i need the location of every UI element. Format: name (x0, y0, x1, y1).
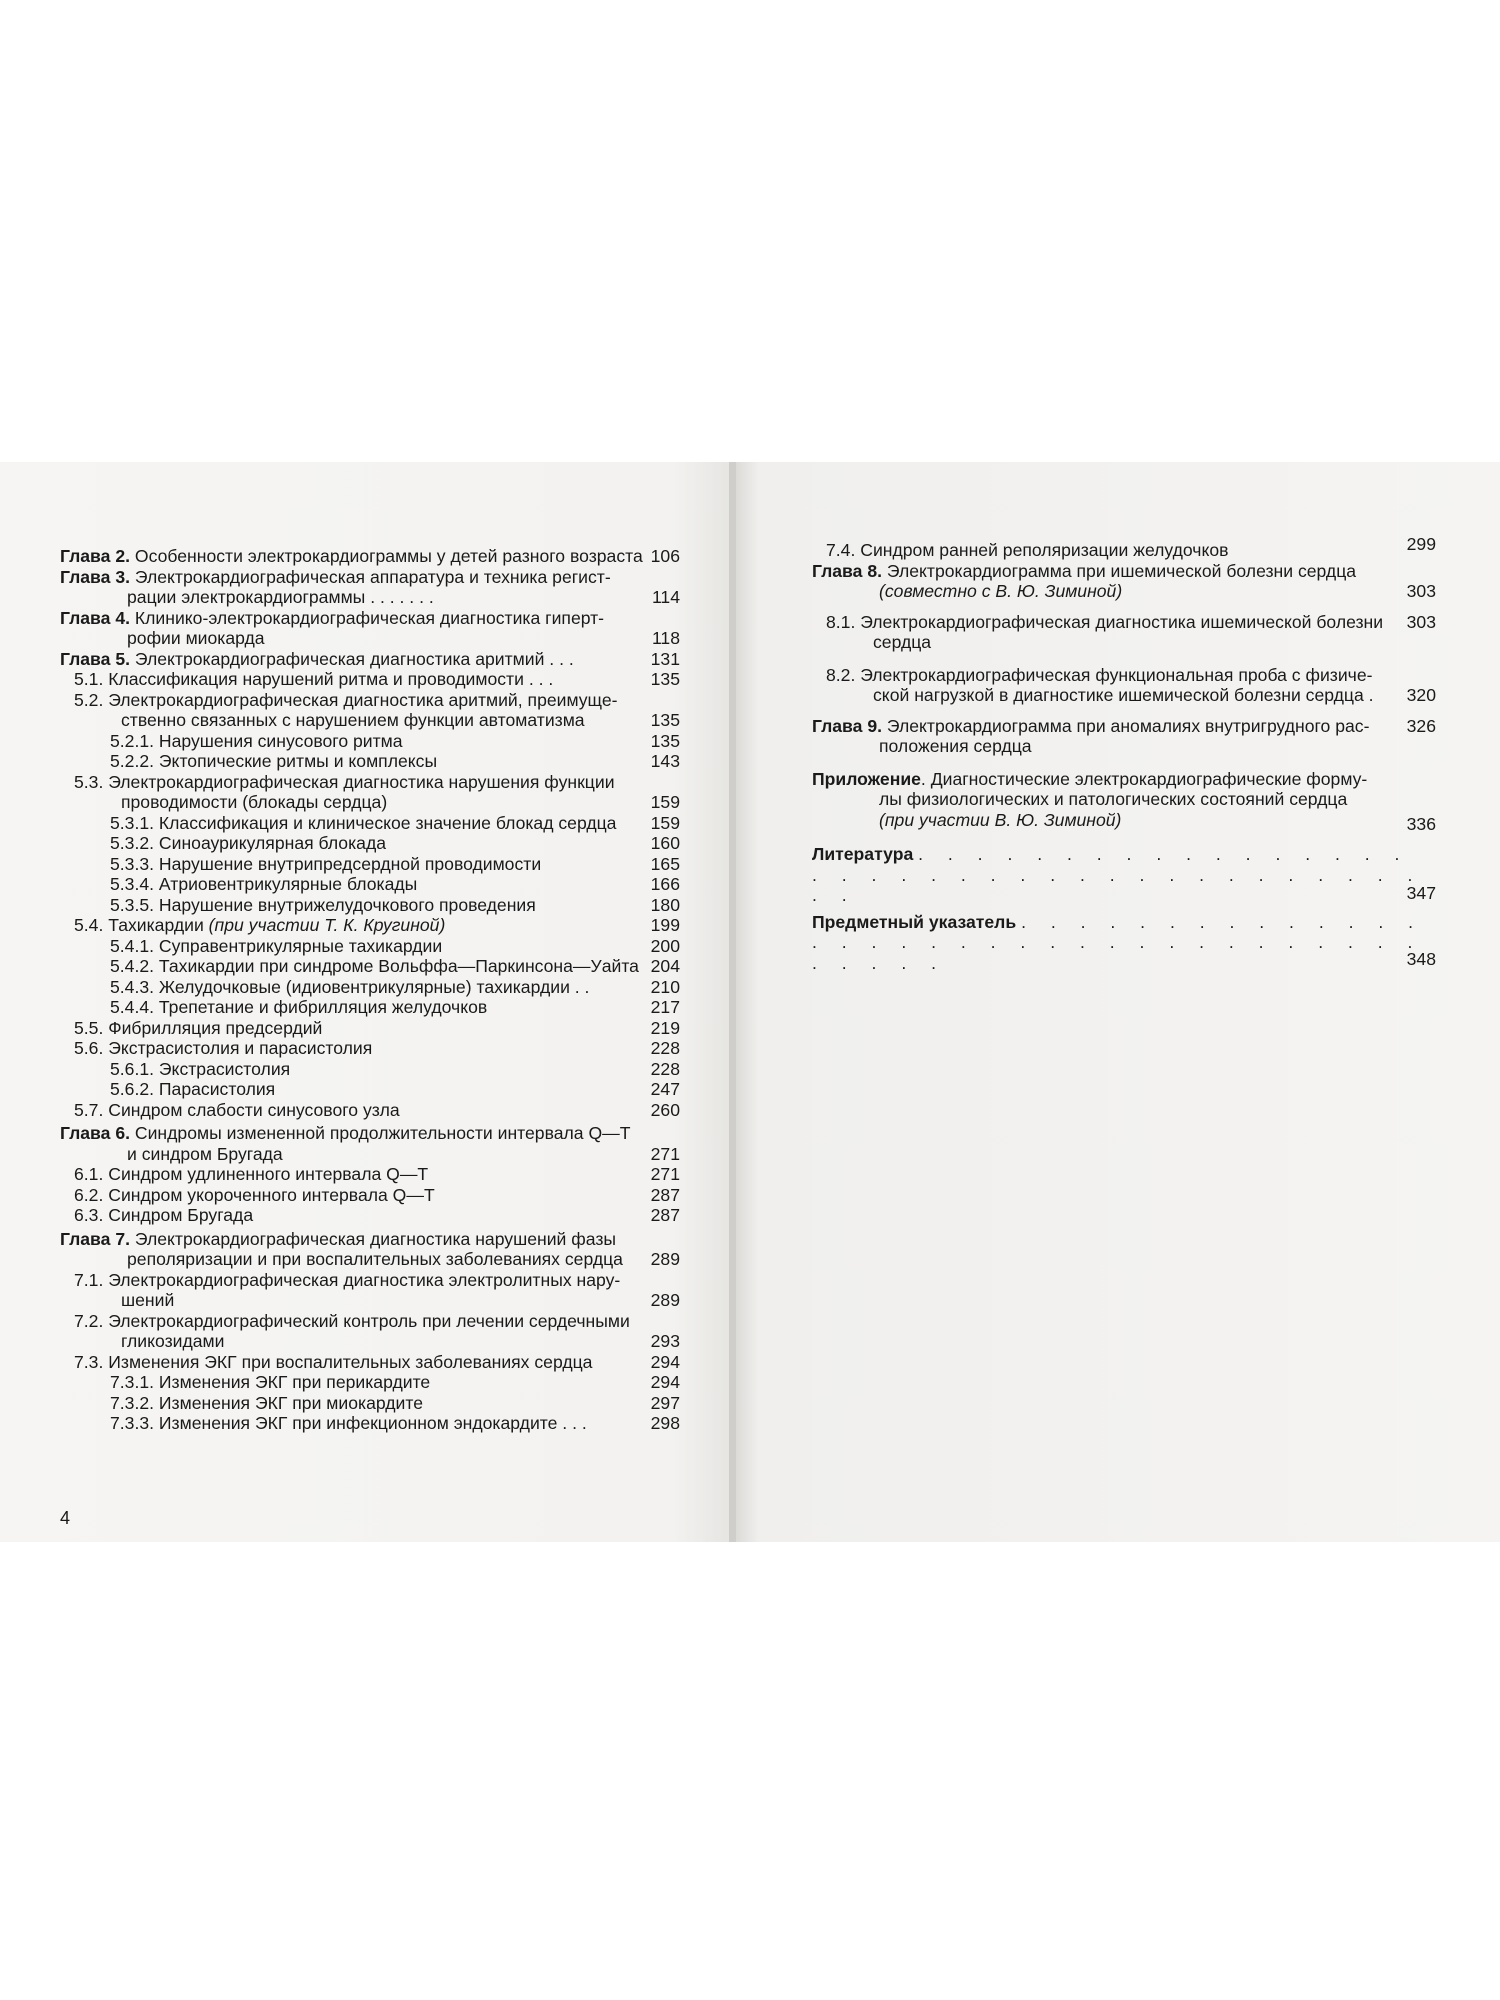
toc-entry-5-3-4 (60, 874, 680, 895)
toc-entry-5-6-2 (60, 1079, 680, 1100)
page-ref: 336 (1406, 813, 1436, 834)
page-ref: 159 (650, 812, 680, 833)
entry-title: 8.1. Электрокардиографическая диагностика ишемической болезни (826, 611, 1384, 632)
entry-title-cont: гликозидами (121, 1331, 225, 1351)
toc-entry-literature (812, 844, 1436, 906)
entry-credit: (при участии В. Ю. Зиминой) (879, 809, 1122, 830)
page-ref: 299 (1406, 534, 1436, 554)
toc-entry-chapter-4 (60, 608, 680, 649)
entry-title-cont: ственно связанных с нарушением функции автоматизма (121, 710, 585, 730)
entry-title: 7.3.2. Изменения ЭКГ при миокардите (110, 1392, 423, 1413)
toc-entry-5-3-1 (60, 813, 680, 834)
page-ref: 135 (650, 669, 680, 689)
page-ref: 131 (650, 648, 680, 669)
entry-title: 5.6.1. Экстрасистолия (110, 1058, 291, 1079)
toc-entry-index (812, 912, 1436, 974)
entry-title: 7.3.3. Изменения ЭКГ при инфекционном эндокардите . . . (110, 1413, 587, 1433)
entry-title: 5.4.3. Желудочковые (идиовентрикулярные) тахикардии . . (110, 976, 590, 997)
entry-title: 6.1. Синдром удлиненного интервала Q—T (74, 1164, 429, 1184)
toc-entry-5-4-4 (60, 997, 680, 1018)
page-ref: 271 (650, 1143, 680, 1164)
chapter-label: Глава 8. (812, 560, 882, 581)
toc-entry-5-2-1 (60, 731, 680, 752)
entry-title: 5.4. Тахикардии (74, 915, 204, 935)
page-ref: 247 (650, 1079, 680, 1099)
toc-entry-chapter-3 (60, 567, 680, 608)
toc-entry-5-6 (60, 1038, 680, 1059)
toc-entry-5-2-2 (60, 751, 680, 772)
toc-entry-8-2 (812, 665, 1436, 706)
page-ref: 294 (650, 1372, 680, 1392)
left-page (0, 462, 731, 1542)
leader-dots: . . . . . . . . . . . . . . . . . . . . . . . . . . . . . . . . . . . . . . . . (812, 844, 1423, 905)
toc-entry-5-3-5 (60, 895, 680, 916)
entry-title-cont: лы физиологических и патологических состояний сердца (879, 789, 1348, 809)
entry-title: Особенности электрокардиограммы у детей разного возраста (134, 546, 643, 566)
toc-entry-6-2 (60, 1185, 680, 1206)
toc-entry-chapter-5 (60, 649, 680, 670)
toc-entry-appendix (812, 768, 1436, 834)
entry-title-cont: сердца (873, 632, 932, 652)
entry-title: 8.2. Электрокардиографическая функциональная проба с физиче- (826, 664, 1373, 685)
entry-title: 5.6. Экстрасистолия и парасистолия (74, 1038, 373, 1058)
entry-title: 5.3.5. Нарушение внутрижелудочкового проведения (110, 894, 536, 915)
page-ref: 219 (650, 1017, 680, 1038)
page-ref: 199 (650, 915, 680, 935)
page-ref: 210 (650, 976, 680, 997)
entry-title-cont: шений (121, 1290, 175, 1310)
toc-left (60, 546, 680, 1434)
chapter-label: Глава 4. (60, 607, 130, 628)
literature-label: Литература (812, 844, 914, 864)
page-ref: 287 (650, 1184, 680, 1205)
toc-entry-chapter-2 (60, 546, 680, 567)
toc-entry-5-4-1 (60, 936, 680, 957)
toc-entry-6-3 (60, 1205, 680, 1226)
page-ref: 320 (1406, 685, 1436, 705)
page-ref: 289 (650, 1290, 680, 1310)
entry-title: 5.4.2. Тахикардии при синдроме Вольффа—Паркинсона—Уайта (110, 956, 639, 976)
entry-title: 5.1. Классификация нарушений ритма и проводимости . . . (74, 669, 554, 689)
right-page (736, 462, 1500, 1542)
entry-title-cont: реполяризации и при воспалительных заболеваниях сердца (127, 1249, 623, 1269)
page-ref: 204 (650, 956, 680, 976)
page-ref: 114 (651, 587, 680, 607)
entry-title: Клинико-электрокардиографическая диагностика гиперт- (134, 607, 605, 628)
entry-title: . Диагностические электрокардиографические форму- (920, 768, 1368, 789)
page-ref: 135 (650, 730, 680, 751)
entry-title: Электрокардиографическая аппаратура и техника регист- (134, 566, 611, 587)
chapter-label: Глава 7. (60, 1228, 130, 1249)
entry-title: 5.3.3. Нарушение внутрипредсердной проводимости (110, 853, 542, 874)
entry-title: 7.3. Изменения ЭКГ при воспалительных заболеваниях сердца (74, 1351, 593, 1372)
entry-title-cont: и синдром Бругада (127, 1143, 283, 1164)
toc-entry-chapter-6 (60, 1123, 680, 1164)
page-ref: 159 (650, 792, 680, 812)
entry-title: Электрокардиограмма при аномалиях внутригрудного рас- (886, 715, 1370, 736)
index-label: Предметный указатель (812, 911, 1017, 932)
entry-title: 5.3.2. Синоаурикулярная блокада (110, 833, 386, 853)
entry-title: 5.3.4. Атриовентрикулярные блокады (110, 874, 418, 894)
entry-title: 5.3. Электрокардиографическая диагностика нарушения функции (74, 771, 615, 792)
page-ref: 228 (650, 1038, 680, 1058)
page-ref: 298 (650, 1413, 680, 1433)
toc-entry-5-3 (60, 772, 680, 813)
entry-title: 5.4.1. Суправентрикулярные тахикардии (110, 935, 443, 956)
page-ref: 106 (650, 546, 680, 566)
entry-title-cont: положения сердца (879, 736, 1032, 756)
page-ref: 200 (650, 935, 680, 956)
chapter-label: Глава 9. (812, 715, 882, 736)
toc-entry-5-3-2 (60, 833, 680, 854)
toc-entry-6-1 (60, 1164, 680, 1185)
page-ref: 347 (1406, 883, 1436, 903)
page-ref: 160 (650, 833, 680, 853)
page-ref: 271 (650, 1164, 680, 1184)
entry-title: 5.6.2. Парасистолия (110, 1079, 276, 1099)
page-number: 4 (60, 1508, 71, 1528)
page-ref: 303 (1406, 581, 1436, 601)
entry-title: 5.2.2. Эктопические ритмы и комплексы (110, 751, 438, 771)
toc-entry-chapter-7 (60, 1229, 680, 1270)
entry-credit: (совместно с В. Ю. Зиминой) (879, 581, 1123, 601)
leader-dots: . . . . . . . . . . . . . . . . . . . . . . . . . . . . . . . . . . . . . . . . (812, 911, 1424, 973)
entry-title: 7.2. Электрокардиографический контроль при лечении сердечными (74, 1310, 630, 1331)
entry-title: 5.5. Фибрилляция предсердий (74, 1017, 323, 1038)
toc-entry-5-1 (60, 669, 680, 690)
toc-entry-7-2 (60, 1311, 680, 1352)
page-ref: 297 (650, 1392, 680, 1413)
page-ref: 217 (650, 997, 680, 1017)
chapter-label: Глава 5. (60, 648, 130, 669)
toc-entry-7-3 (60, 1352, 680, 1373)
toc-entry-8-1 (812, 612, 1436, 653)
page-ref: 294 (650, 1351, 680, 1372)
entry-title: 5.3.1. Классификация и клиническое значение блокад сердца (110, 812, 617, 833)
entry-credit: (при участии Т. К. Кругиной) (208, 915, 446, 935)
chapter-label: Глава 2. (60, 546, 130, 566)
entry-title-cont: рации электрокардиограммы . . . . . . . (127, 587, 434, 607)
toc-entry-chapter-9 (812, 716, 1436, 757)
toc-entry-5-4-3 (60, 977, 680, 998)
entry-title: Синдромы измененной продолжительности интервала Q—T (134, 1123, 631, 1143)
entry-title: 5.4.4. Трепетание и фибрилляция желудочков (110, 997, 488, 1017)
entry-title: Электрокардиографическая диагностика аритмий . . . (134, 648, 574, 669)
entry-title-cont: рофии миокарда (127, 628, 265, 648)
page-ref: 165 (650, 853, 680, 874)
entry-title: 5.2. Электрокардиографическая диагностика аритмий, преимуще- (74, 689, 618, 710)
page-ref: 303 (1406, 612, 1436, 632)
page-ref: 143 (650, 751, 680, 771)
page-ref: 118 (651, 628, 680, 648)
page-ref: 326 (1406, 716, 1436, 736)
toc-right (812, 534, 1436, 973)
page-ref: 228 (650, 1058, 680, 1079)
entry-title: 5.2.1. Нарушения синусового ритма (110, 730, 403, 751)
toc-entry-7-3-1 (60, 1372, 680, 1393)
toc-entry-5-4-2 (60, 956, 680, 977)
chapter-label: Глава 3. (60, 566, 130, 587)
entry-title-cont: проводимости (блокады сердца) (121, 792, 388, 812)
toc-entry-7-3-3 (60, 1413, 680, 1434)
page-ref: 166 (650, 874, 680, 894)
entry-title: 6.3. Синдром Бругада (74, 1205, 254, 1225)
entry-title: Электрокардиографическая диагностика нарушений фазы (134, 1228, 617, 1249)
toc-entry-7-4 (812, 534, 1436, 561)
appendix-label: Приложение (812, 768, 921, 789)
toc-entry-5-3-3 (60, 854, 680, 875)
toc-entry-5-2 (60, 690, 680, 731)
toc-entry-5-7 (60, 1100, 680, 1121)
entry-title: 7.3.1. Изменения ЭКГ при перикардите (110, 1372, 431, 1392)
entry-title: Электрокардиограмма при ишемической болезни сердца (886, 560, 1357, 581)
page-ref: 348 (1406, 948, 1436, 969)
page-ref: 260 (650, 1099, 680, 1120)
toc-entry-7-3-2 (60, 1393, 680, 1414)
toc-entry-7-1 (60, 1270, 680, 1311)
page-ref: 289 (650, 1249, 680, 1269)
chapter-label: Глава 6. (60, 1123, 130, 1143)
entry-title: 7.1. Электрокардиографическая диагностика электролитных нару- (74, 1269, 621, 1290)
entry-title: 5.7. Синдром слабости синусового узла (74, 1099, 400, 1120)
toc-entry-5-5 (60, 1018, 680, 1039)
entry-title: 7.4. Синдром ранней реполяризации желудочков (826, 540, 1229, 560)
toc-entry-5-6-1 (60, 1059, 680, 1080)
page-ref: 135 (650, 710, 680, 730)
entry-title-cont: ской нагрузкой в диагностике ишемической болезни сердца . (873, 685, 1374, 705)
toc-entry-chapter-8 (812, 561, 1436, 602)
page-ref: 180 (650, 894, 680, 915)
entry-title: 6.2. Синдром укороченного интервала Q—T (74, 1184, 435, 1205)
page-ref: 293 (650, 1331, 680, 1351)
toc-entry-5-4 (60, 915, 680, 936)
page-ref: 287 (650, 1205, 680, 1225)
